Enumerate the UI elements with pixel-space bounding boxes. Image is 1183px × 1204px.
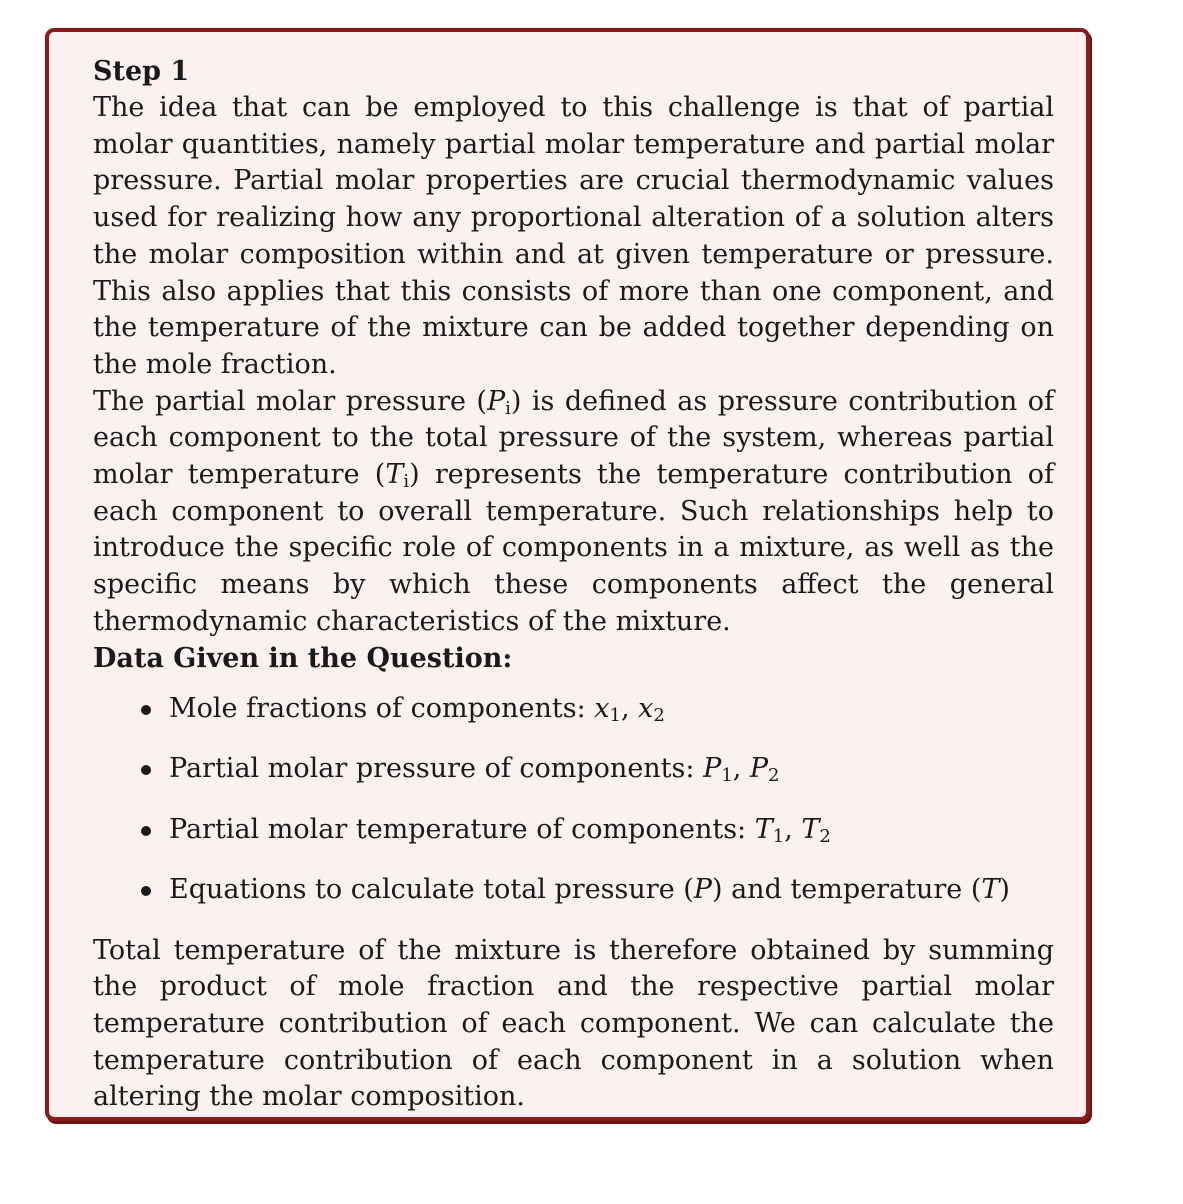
math-p1: $P_1$ — [703, 753, 733, 787]
partial-pressure-symbol — [487, 386, 511, 417]
p2-text-mid: ) is defined as pressure contribution of each component to the total pressure of the system, whereas partial molar temperature ( — [93, 385, 1055, 491]
list-item — [141, 872, 1054, 908]
card-content — [93, 54, 1054, 1116]
math-x2: $x_2$ — [638, 692, 665, 726]
math-t1: $T_1$ — [754, 813, 785, 847]
p2-text-end: ) represents the temperature contribution of each component to overall temperature. Such relationships help to introduce the specific role of components in a mixture, as well as the specific means by which these components affect the general thermodynamic characteristics of the mixture. — [93, 459, 1054, 637]
step-title: Step 1 — [93, 56, 190, 87]
list-item-text-end: ) — [999, 874, 1010, 906]
list-item-text: Equations to calculate total pressure ( — [169, 874, 694, 906]
list-item-text: Partial molar pressure of components: — [169, 753, 704, 785]
ti-subscript: i — [403, 471, 410, 493]
list-item — [141, 751, 1054, 787]
list-item — [141, 691, 1054, 727]
p2-text-start: The partial molar pressure ( — [93, 385, 487, 417]
list-item-text-mid: ) and temperature ( — [711, 874, 982, 906]
list-item-text: Partial molar temperature of components: — [169, 813, 755, 845]
ti-symbol: T — [385, 459, 404, 491]
math-p2: $P_2$ — [749, 753, 780, 787]
solution-card — [45, 28, 1090, 1121]
pi-subscript: i — [505, 397, 511, 419]
intro-paragraph-2 — [93, 384, 1054, 641]
intro-paragraph-1: The idea that can be employed to this challenge is that of partial molar quantities, namely partial molar temperature and partial molar pressure. Partial molar properties are crucial thermodynamic values used for realizing how any proportional alteration of a solution alters the molar composition within and at given temperature or pressure. This also applies that this consists of more than one component, and the temperature of the mixture can be added together depending on the mole fraction. — [93, 92, 1054, 380]
list-item-text: Mole fractions of components: — [169, 692, 595, 724]
math-total-pressure: P — [693, 874, 712, 906]
data-given-list — [93, 691, 1054, 909]
math-total-temperature: T — [981, 874, 1000, 906]
data-given-heading: Data Given in the Question: — [93, 642, 513, 674]
partial-temperature-symbol — [385, 459, 410, 493]
math-t2: $T_2$ — [801, 813, 831, 847]
comma: , — [732, 753, 750, 785]
comma: , — [784, 813, 802, 845]
math-x1: $x_1$ — [594, 692, 621, 726]
list-item — [141, 812, 1054, 848]
pi-symbol: P — [486, 385, 506, 417]
closing-paragraph: Total temperature of the mixture is therefore obtained by summing the product of mole fraction and the respective partial molar temperature contribution of each component. We can calculate the temperature contribution of each component in a solution when altering the molar composition. — [93, 934, 1054, 1113]
comma: , — [620, 692, 639, 724]
